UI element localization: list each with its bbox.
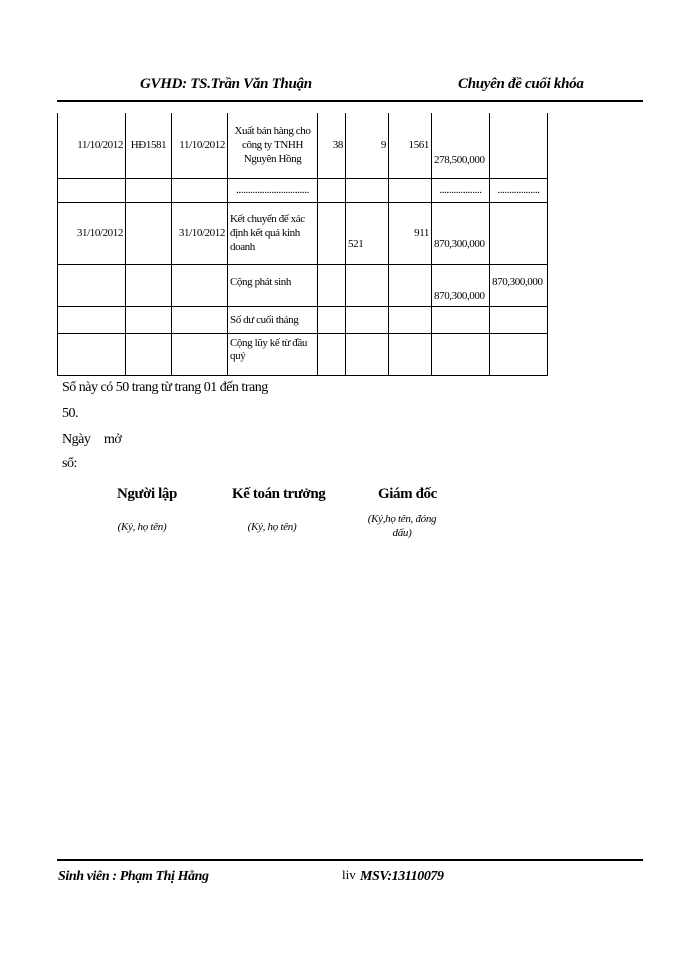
signature-title-chief-accountant: Kế toán trưởng [232, 486, 326, 502]
debit-amount: .................. [432, 178, 490, 202]
journal-page [318, 264, 346, 306]
debit-amount [432, 306, 490, 333]
journal-page [318, 202, 346, 264]
open-date-label-3: sổ: [62, 456, 77, 471]
credit-amount: .................. [490, 178, 548, 202]
footer-rule [57, 859, 643, 861]
open-date-label-2: mở [104, 432, 122, 447]
entry-date [58, 333, 126, 375]
debit-amount: 278,500,000 [432, 113, 490, 178]
open-date-label: Ngày [62, 432, 91, 447]
description: Cộng lũy kế từ đầu quý [228, 333, 318, 375]
credit-amount [490, 333, 548, 375]
journal-line [346, 264, 389, 306]
contra-account: 911 [389, 202, 432, 264]
table-row [58, 333, 548, 375]
doc-date [172, 264, 228, 306]
journal-line [346, 333, 389, 375]
doc-date: 11/10/2012 [172, 113, 228, 178]
credit-amount [490, 306, 548, 333]
footer-student-id: MSV:13110079 [360, 869, 444, 884]
debit-amount [432, 333, 490, 375]
ledger-table [57, 113, 548, 376]
journal-page [318, 333, 346, 375]
credit-amount: 870,300,000 [490, 264, 548, 306]
contra-account [389, 306, 432, 333]
contra-account: 1561 [389, 113, 432, 178]
footer-page-number: liv [342, 867, 356, 882]
doc-number [126, 178, 172, 202]
doc-date [172, 178, 228, 202]
book-pages-note: Sổ này có 50 trang từ trang 01 đến trang [62, 380, 268, 395]
signature-title-director: Giám đốc [378, 486, 437, 502]
footer-student: Sinh viên : Phạm Thị Hằng [58, 869, 209, 884]
table-row [58, 178, 548, 202]
header-advisor: GVHD: TS.Trần Văn Thuận [140, 76, 312, 92]
header-title: Chuyên đề cuối khóa [458, 76, 584, 92]
table-row [58, 113, 548, 178]
doc-number: HĐ1581 [126, 113, 172, 178]
description: ............................... [228, 178, 318, 202]
entry-date [58, 306, 126, 333]
book-pages-note-end: 50. [62, 406, 78, 421]
description: Xuất bán hàng cho công ty TNHH Nguyên Hồng [228, 113, 318, 178]
table-row [58, 202, 548, 264]
journal-line [346, 178, 389, 202]
signature-note-preparer: (Ký, họ tên) [117, 521, 167, 533]
credit-amount [490, 202, 548, 264]
description: Kết chuyển để xác định kết quả kinh doanh [228, 202, 318, 264]
debit-amount: 870,300,000 [432, 264, 490, 306]
contra-account [389, 333, 432, 375]
journal-page [318, 178, 346, 202]
description: Cộng phát sinh [228, 264, 318, 306]
doc-date [172, 306, 228, 333]
contra-account [389, 178, 432, 202]
signature-note-chief-accountant: (Ký, họ tên) [247, 521, 297, 533]
entry-date [58, 178, 126, 202]
signature-title-preparer: Người lập [117, 486, 177, 502]
doc-number [126, 202, 172, 264]
doc-number [126, 264, 172, 306]
journal-line: 9 [346, 113, 389, 178]
debit-amount: 870,300,000 [432, 202, 490, 264]
table-row [58, 306, 548, 333]
doc-date [172, 333, 228, 375]
journal-page: 38 [318, 113, 346, 178]
entry-date: 31/10/2012 [58, 202, 126, 264]
header-rule [57, 100, 643, 102]
doc-number [126, 333, 172, 375]
signature-note-director: (Ký,họ tên, đóng dấu) [367, 513, 437, 539]
contra-account [389, 264, 432, 306]
credit-amount [490, 113, 548, 178]
doc-number [126, 306, 172, 333]
entry-date: 11/10/2012 [58, 113, 126, 178]
journal-line: 521 [346, 202, 389, 264]
doc-date: 31/10/2012 [172, 202, 228, 264]
journal-line [346, 306, 389, 333]
entry-date [58, 264, 126, 306]
table-row [58, 264, 548, 306]
description: Số dư cuối tháng [228, 306, 318, 333]
journal-page [318, 306, 346, 333]
